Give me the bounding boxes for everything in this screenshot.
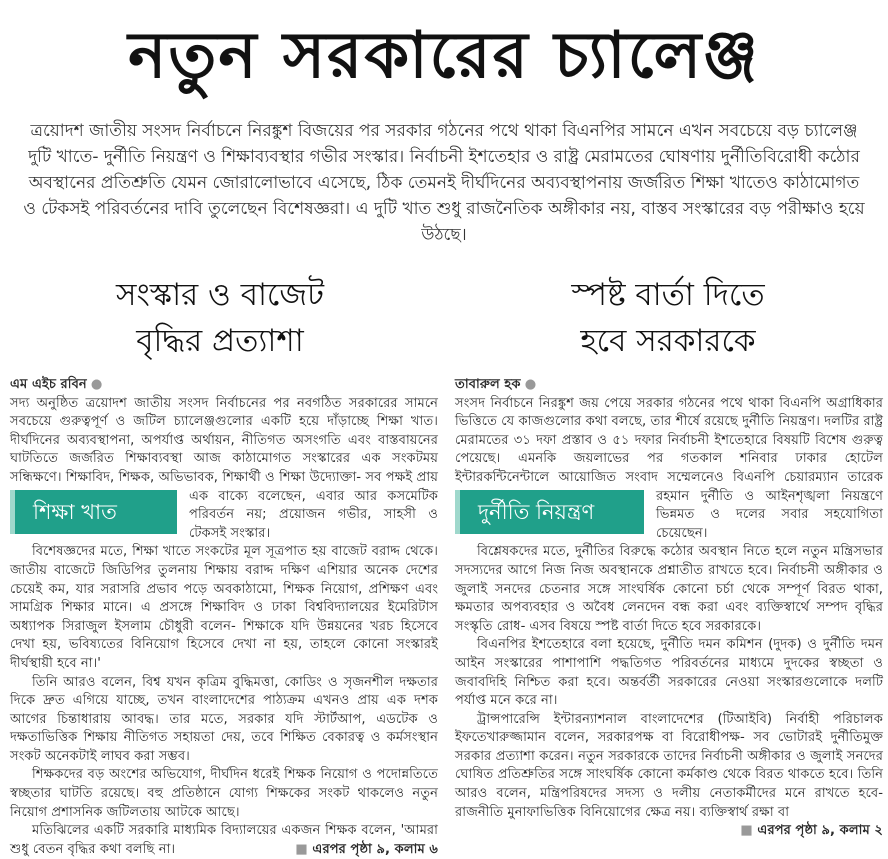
headline: নতুন সরকারের চ্যালেঞ্জ: [128, 19, 760, 93]
right-subheadline-line2: হবে সরকারকে: [580, 323, 756, 359]
intro-paragraph: ত্রয়োদশ জাতীয় সংসদ নির্বাচনে নিরঙ্কুশ বিজয়ের পর সরকার গঠনের পথে থাকা বিএনপির সামনে এখন সবচেয়ে বড় চ্যালেঞ্জ দুটি খাতে- দুর্নীতি নিয়ন্ত্রণ ও শিক্ষাব্যবস্থার গভীর সংস্কার। নির্বাচনী ইশতেহার ও রাষ্ট্র মেরামতের ঘোষণায় দুর্নীতিবিরোধী কঠোর অবস্থানের প্রতিশ্রুতি যেমন জোরালোভাবে এসেছে, ঠিক তেমনই দীর্ঘদিনের অব্যবস্থাপনায় জর্জরিত শিক্ষা খাতেও কাঠামোগত ও টেকসই পরিবর্তনের দাবি তুলেছেন বিশেষজ্ঞরা। এ দুটি খাত শুধু রাজনৈতিক অঙ্গীকার নয়, বাস্তব সংস্কারের বড় পরীক্ষাও হয়ে উঠছে।: [23, 121, 865, 245]
left-paragraph-4: শিক্ষকদের বড় অংশের অভিযোগ, দীর্ঘদিন ধরেই শিক্ষক নিয়োগ ও পদোন্নতিতে স্বচ্ছতার ঘাটতি রয়েছে। বহু প্রতিষ্ঠানে যোগ্য শিক্ষকের সংকট থাকলেও নতুন নিয়োগ প্রশাসনিক জটিলতায় আটকে আছে।: [10, 767, 438, 820]
left-subheadline-line2: বৃদ্ধির প্রত্যাশা: [136, 323, 304, 359]
right-subheadline: [458, 272, 878, 364]
right-article-column: [455, 376, 883, 841]
right-subheadline-line1: স্পষ্ট বার্তা দিতে: [571, 277, 765, 313]
right-byline-name: তাবারুল হক: [455, 377, 521, 392]
bullet-icon: ●: [524, 377, 537, 392]
left-continued-text: এরপর পৃষ্ঠা ৯, কলাম ৬: [312, 841, 438, 857]
right-continued-text: এরপর পৃষ্ঠা ৯, কলাম ২: [757, 823, 883, 839]
section-label-education: শিক্ষা খাত: [10, 490, 177, 534]
left-paragraph-1: সদ্য অনুষ্ঠিত ত্রয়োদশ জাতীয় সংসদ নির্বাচনের পর নবগঠিত সরকারের সামনে সবচেয়ে গুরুত্বপূর্ণ ও জটিল চ্যালেঞ্জগুলোর একটি হয়ে দাঁড়াচ্ছে শিক্ষা খাত। দীর্ঘদিনের অব্যবস্থাপনা, অপর্যাপ্ত অর্থায়ন, নীতিগত অসংগতি এবং বাস্তবায়নের ঘাটতিতে জর্জরিত শিক্ষাব্যবস্থা আজ কাঠামোগত সংস্কারের এক সংকটময় সন্ধিক্ষণে। শিক্ষাবিদ, শিক্ষক, অভিভাবক, শিক্ষার্থী ও শিক্ষা উদ্যোক্তা- সব পক্ষই প্রায় এক বাক্যে বলেছেন, এবার আর কসমেটিক পরিবর্তন নয়; প্রয়োজন গভীর, সাহসী ও টেকসই সংস্কার।: [10, 395, 438, 541]
left-paragraph-3: তিনি আরও বলেন, বিশ্ব যখন কৃত্রিম বুদ্ধিমত্তা, কোডিং ও সৃজনশীল দক্ষতার দিকে দ্রুত এগিয়ে যাচ্ছে, তখন বাংলাদেশের পাঠ্যক্রম এখনও প্রায় এক দশক আগের চিন্তাধারায় আবদ্ধ। তার মতে, সরকার যদি স্টার্টআপ, এডটেক ও দক্ষতাভিত্তিক শিক্ষায় নীতিগত সহায়তা দেয়, তবে শিক্ষিত বেকারত্ব ও কর্মসংস্থান সংকট অনেকটাই লাঘব করা সম্ভব।: [10, 674, 438, 764]
left-paragraph-5-text: মতিঝিলের একটি সরকারি মাধ্যমিক বিদ্যালয়ের একজন শিক্ষক বলেন, 'আমরা শুধু বেতন বৃদ্ধির কথা বলছি না।: [10, 823, 438, 857]
left-byline-name: এম এইচ রবিন: [10, 377, 87, 392]
square-icon: ■: [740, 823, 758, 839]
right-continued-link[interactable]: [718, 822, 883, 841]
bullet-icon: ●: [90, 377, 103, 392]
left-continued-link[interactable]: [273, 841, 438, 859]
left-paragraph-5: [10, 822, 438, 859]
section-label-corruption: দুর্নীতি নিয়ন্ত্রণ: [455, 490, 644, 534]
right-paragraph-2: বিশ্লেষকদের মতে, দুর্নীতির বিরুদ্ধে কঠোর অবস্থান নিতে হলে নতুন মন্ত্রিসভার সদস্যদের আগে নিজ নিজ অবস্থানকে প্রশ্নাতীত রাখতে হবে। নির্বাচনী অঙ্গীকার ও জুলাই সনদের চেতনার সঙ্গে সাংঘর্ষিক কোনো চর্চা থেকে সম্পূর্ণ বিরত থাকা, ক্ষমতার অপব্যবহার ও অবৈধ লেনদেন বন্ধ করা এবং ব্যক্তিস্বার্থে সম্পদ বৃদ্ধির সংস্কৃতি রোধ- এসব বিষয়ে স্পষ্ট বার্তা দিতে হবে সরকারকে।: [455, 544, 883, 634]
right-paragraph-4: [455, 711, 883, 839]
square-icon: ■: [295, 841, 313, 857]
left-byline: [10, 376, 438, 395]
right-byline: [455, 376, 883, 395]
right-paragraph-3: বিএনপির ইশতেহারে বলা হয়েছে, দুর্নীতি দমন কমিশন (দুদক) ও দুর্নীতি দমন আইন সংস্কারের পাশাপাশি পদ্ধতিগত পরিবর্তনের মাধ্যমে দুদকের স্বচ্ছতা ও জবাবদিহি নিশ্চিত করা হবে। অন্তর্বর্তী সরকারের নেওয়া সংস্কারগুলোকে দলটি পর্যাপ্ত মনে করে না।: [455, 637, 883, 709]
left-article-column: [10, 376, 438, 859]
right-paragraph-4-text: ট্রান্সপারেন্সি ইন্টারন্যাশনাল বাংলাদেশের (টিআইবি) নির্বাহী পরিচালক ইফতেখারুজ্জামান বলেন, সরকারপক্ষ বা বিরোধীপক্ষ- সব ভোটারই দুর্নীতিমুক্ত সরকার প্রত্যাশা করেন। নতুন সরকারকে তাদের নির্বাচনী অঙ্গীকার ও জুলাই সনদের ঘোষিত প্রতিশ্রুতির সঙ্গে সাংঘর্ষিক কোনো কর্মকাণ্ড থেকে বিরত থাকতে হবে। তিনি আরও বলেন, মন্ত্রিপরিষদের সদস্য ও দলীয় নেতাকর্মীদের মনে রাখতে হবে- রাজনীতি মুনাফাভিত্তিক বিনিয়োগের ক্ষেত্র নয়। ব্যক্তিস্বার্থ রক্ষা বা: [455, 711, 883, 820]
left-subheadline: [10, 272, 430, 364]
left-paragraph-2: বিশেষজ্ঞদের মতে, শিক্ষা খাতে সংকটের মূল সূত্রপাত হয় বাজেট বরাদ্দ থেকে। জাতীয় বাজেটে জিডিপির তুলনায় শিক্ষায় বরাদ্দ দক্ষিণ এশিয়ার অনেক দেশের চেয়েই কম, যার সরাসরি প্রভাব পড়ে অবকাঠামো, শিক্ষক নিয়োগ, প্রশিক্ষণ এবং সামগ্রিক শিক্ষার মানে। এ প্রসঙ্গে শিক্ষাবিদ ও ঢাকা বিশ্ববিদ্যালয়ের ইমেরিটাস অধ্যাপক সিরাজুল ইসলাম চৌধুরী বলেন- শিক্ষাকে যদি উন্নয়নের খরচ হিসেবে দেখা হয়, ভবিষ্যতের বিনিয়োগ হিসেবে দেখা না হয়, তাহলে কোনো সংস্কারই দীর্ঘস্থায়ী হবে না।': [10, 544, 438, 671]
left-subheadline-line1: সংস্কার ও বাজেট: [115, 277, 325, 313]
right-paragraph-1: সংসদ নির্বাচনে নিরঙ্কুশ জয় পেয়ে সরকার গঠনের পথে থাকা বিএনপি অগ্রাধিকার ভিত্তিতে যে কাজগুলোর কথা বলছে, তার শীর্ষে রয়েছে দুর্নীতি নিয়ন্ত্রণ। দলটির রাষ্ট্র মেরামতের ৩১ দফা প্রস্তাব ও ৫১ দফার নির্বাচনী ইশতেহারে বিষয়টি বিশেষ গুরুত্ব পেয়েছে। এমনকি জয়লাভের পর গতকাল শনিবার ঢাকার হোটেল ইন্টারকন্টিনেন্টালে আয়োজিত সংবাদ সম্মেলনেও বিএনপি চেয়ারম্যান তারেক রহমান দুর্নীতি ও আইনশৃঙ্খলা নিয়ন্ত্রণে ভিন্নমত ও দলের সবার সহযোগিতা চেয়েছেন।: [455, 395, 883, 541]
